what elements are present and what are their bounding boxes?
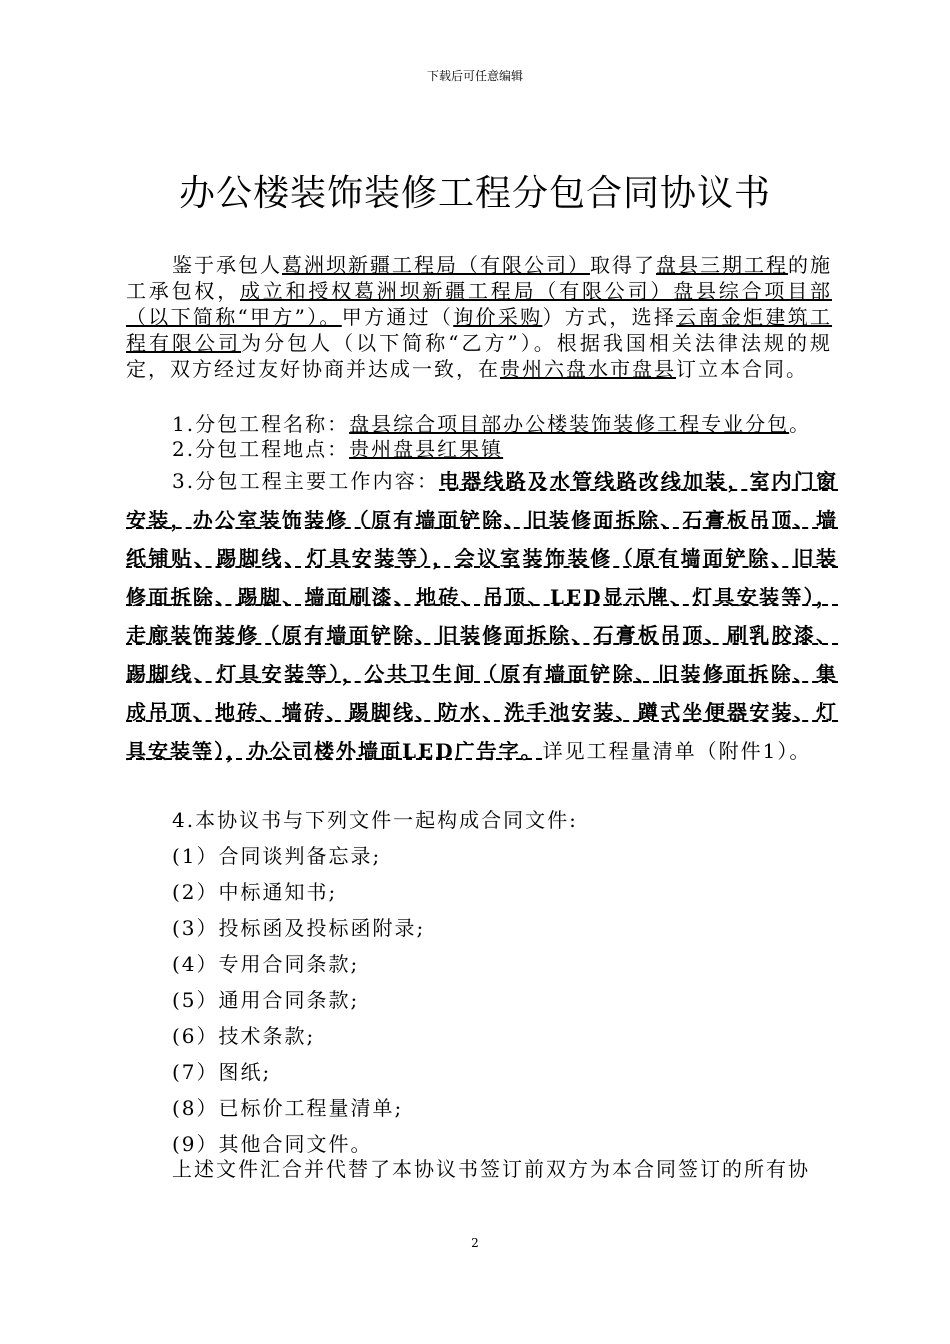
contractor-name: 葛洲坝新疆工程局（有限公司） [282, 253, 590, 277]
intro-text-7: 订立本合同。 [676, 357, 808, 381]
contract-doc-item: (3）投标函及投标函附录; [172, 916, 426, 940]
intro-paragraph [126, 252, 832, 382]
intro-text-6: 为分包人（以下简称“乙方”）。根据我国相关法律法规的规定，双方经过友好协商并达成一致，在 [126, 331, 833, 381]
intro-text-1: 鉴于承包人 [172, 253, 282, 277]
intro-text-4: 甲方通过（ [341, 305, 454, 329]
intro-text-2: 取得了 [590, 253, 656, 277]
item-3-work-scope [126, 462, 838, 770]
contract-doc-item: (7）图纸; [172, 1060, 272, 1084]
page-header-note: 下载后可任意编辑 [426, 69, 523, 83]
document-title: 办公楼装饰装修工程分包合同协议书 [178, 173, 771, 214]
party-a-definition: 成立和授权葛洲坝新疆工程局（有限公司）盘县综合项目部（以下简称“甲方”）。 [126, 279, 832, 329]
intro-text-5: ）方式，选择 [542, 305, 677, 329]
intro-text-3: 的施工承包权， [126, 253, 832, 303]
item-4-label: 4.本协议书与下列文件一起构成合同文件: [172, 808, 578, 832]
item-3-value: 电器线路及水管线路改线加装，室内门窗安装，办公室装饰装修（原有墙面铲除、旧装修面拆除、石膏板吊顶、墙纸铺贴、踢脚线、灯具安装等），会议室装饰装修（原有墙面铲除、旧装修面拆除、踢脚、墙面刷漆、地砖、吊顶、LED显示牌、灯具安装等），走廊装饰装修（原有墙面铲除、旧装修面拆除、石膏板吊顶、刷乳胶漆、踢脚线、灯具安装等），公共卫生间（原有墙面铲除、旧装修面拆除、集成吊顶、地砖、墙砖、踢脚线、防水、洗手池安装、蹲式坐便器安装、灯具安装等），办公司楼外墙面LED广告字。 [126, 469, 839, 763]
item-2-value: 贵州盘县红果镇 [349, 437, 504, 461]
procurement-method: 询价采购 [453, 305, 543, 329]
contract-doc-item: (8）已标价工程量清单; [172, 1096, 404, 1120]
closing-text: 上述文件汇合并代替了本协议书签订前双方为本合同签订的所有协 [172, 1157, 810, 1181]
contract-doc-item: (1）合同谈判备忘录; [172, 844, 382, 868]
item-1-label: 1.分包工程名称： [172, 412, 350, 436]
contract-doc-item: (6）技术条款; [172, 1024, 316, 1048]
item-2-label: 2.分包工程地点： [172, 437, 350, 461]
item-3-label: 3.分包工程主要工作内容： [172, 469, 440, 493]
contract-doc-item: (4）专用合同条款; [172, 952, 360, 976]
contract-doc-item: (9）其他合同文件。 [172, 1132, 373, 1156]
item-1-value: 盘县综合项目部办公楼装饰装修工程专业分包 [349, 412, 790, 436]
item-2-project-location [172, 433, 503, 462]
contract-documents-list [172, 806, 578, 1166]
contract-doc-item: (5）通用合同条款; [172, 988, 360, 1012]
item-1-end: 。 [789, 412, 812, 436]
signing-place: 贵州六盘水市盘县 [500, 357, 676, 381]
item-3-tail: 详见工程量清单（附件1）。 [542, 738, 812, 763]
page-number: 2 [471, 1236, 479, 1250]
project-name: 盘县三期工程 [656, 253, 788, 277]
subcontractor-name: 云南金炬建筑工程有限公司 [126, 305, 833, 355]
contract-doc-item: (2）中标通知书; [172, 880, 338, 904]
